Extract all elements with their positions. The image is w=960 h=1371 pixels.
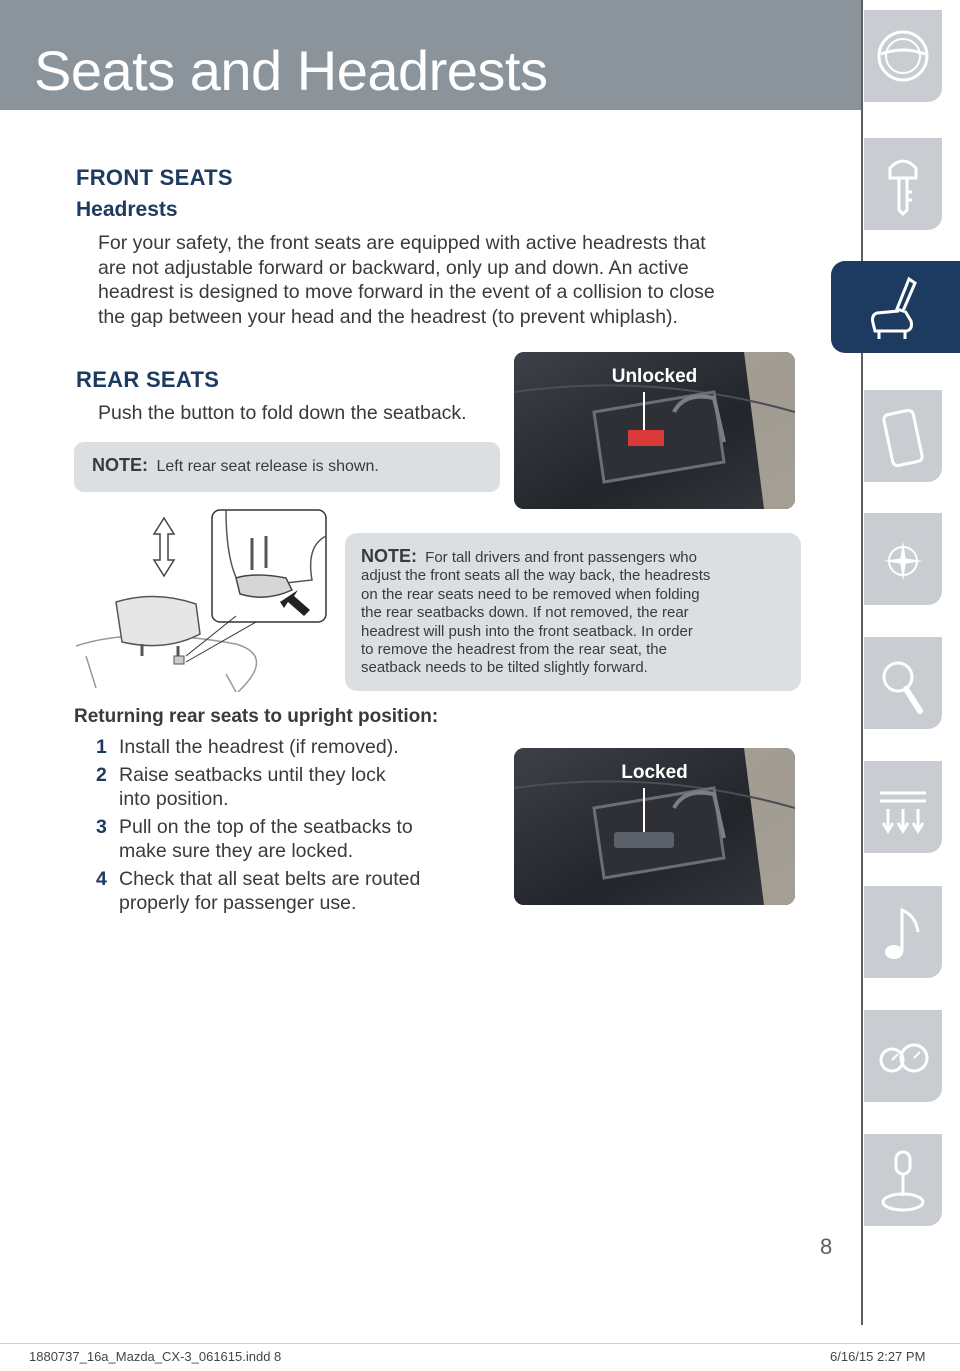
- tab-audio[interactable]: [864, 886, 942, 978]
- footer-timestamp: 6/16/15 2:27 PM: [830, 1349, 926, 1364]
- step-item: [96, 815, 476, 864]
- headrest-note-line: on the rear seats need to be removed when folding: [361, 585, 700, 603]
- locked-label: Locked: [621, 762, 688, 783]
- gauges-icon: [872, 1020, 934, 1092]
- tab-divider: [861, 0, 863, 1325]
- page-number: 8: [820, 1234, 833, 1259]
- headrest-note-line: headrest will push into the front seatback. In order: [361, 622, 693, 640]
- unlocked-photo: [514, 352, 795, 509]
- unlocked-label: Unlocked: [611, 366, 698, 387]
- tab-gauges[interactable]: [864, 1010, 942, 1102]
- headrest-note-first-line: For tall drivers and front passengers who: [425, 549, 697, 566]
- returning-steps: [96, 735, 476, 919]
- headrests-subheading: Headrests: [76, 198, 178, 221]
- page-title: Seats and Headrests: [34, 39, 548, 102]
- headrest-note-line: the rear seatbacks down. If not removed, the rear: [361, 604, 689, 622]
- headrest-note-line: adjust the front seats all the way back, the headrests: [361, 567, 711, 585]
- climate-icon: [872, 771, 934, 843]
- step-text: properly for passenger use.: [119, 892, 357, 914]
- tab-steering[interactable]: [864, 10, 942, 102]
- note-text: Left rear seat release is shown.: [156, 458, 379, 475]
- step-item: [96, 763, 476, 812]
- headrest-note-line: [361, 547, 785, 567]
- front-seats-heading: FRONT SEATS: [76, 165, 233, 190]
- compass-icon: [872, 523, 934, 595]
- note-label: NOTE:: [92, 455, 148, 475]
- headrest-note: [345, 533, 801, 691]
- tab-climate[interactable]: [864, 761, 942, 853]
- tab-key[interactable]: [864, 138, 942, 230]
- step-number: 3: [96, 815, 107, 838]
- music-note-icon: [872, 896, 934, 968]
- locked-photo: [514, 748, 795, 905]
- step-text: Raise seatbacks until they lock: [119, 763, 386, 786]
- headrest-note-line: seatback needs to be tilted slightly forward.: [361, 659, 648, 677]
- steering-wheel-icon: [872, 20, 934, 92]
- front-seats-line: are not adjustable forward or backward, only up and down. An active: [98, 256, 689, 279]
- front-seats-paragraph: [98, 231, 788, 329]
- note-label: NOTE:: [361, 546, 417, 566]
- rear-seats-heading: REAR SEATS: [76, 367, 220, 392]
- step-number: 2: [96, 763, 107, 786]
- front-seats-line: the gap between your head and the headrest (to prevent whiplash).: [98, 305, 678, 328]
- seat-icon: [865, 271, 927, 343]
- step-number: 4: [96, 867, 107, 890]
- page-header: [0, 0, 862, 110]
- shifter-icon: [872, 1144, 934, 1216]
- step-text: make sure they are locked.: [119, 840, 354, 862]
- phone-icon: [872, 400, 934, 472]
- step-number: 1: [96, 736, 107, 758]
- tab-navigation[interactable]: [864, 513, 942, 605]
- magnifier-icon: [872, 647, 934, 719]
- step-text: into position.: [119, 788, 229, 810]
- tab-transmission[interactable]: [864, 1134, 942, 1226]
- step-text: Pull on the top of the seatbacks to: [119, 815, 413, 838]
- step-text: Check that all seat belts are routed: [119, 867, 421, 890]
- rear-seats-text: Push the button to fold down the seatback.: [98, 402, 467, 424]
- tab-phone[interactable]: [864, 390, 942, 482]
- returning-heading: Returning rear seats to upright position:: [74, 706, 439, 727]
- headrest-note-line: to remove the headrest from the rear seat, the: [361, 641, 667, 659]
- front-seats-line: headrest is designed to move forward in the event of a collision to close: [98, 281, 715, 303]
- step-item: [96, 867, 476, 916]
- step-text: Install the headrest (if removed).: [119, 736, 399, 758]
- key-icon: [872, 148, 934, 220]
- footer-file-info: 1880737_16a_Mazda_CX-3_061615.indd 8: [29, 1349, 282, 1364]
- rear-seat-note: [74, 442, 500, 492]
- front-seats-line: For your safety, the front seats are equipped with active headrests that: [98, 232, 706, 254]
- footer-rule: [0, 1343, 960, 1344]
- step-item: [96, 735, 476, 760]
- tab-search[interactable]: [864, 637, 942, 729]
- tab-seats[interactable]: [831, 261, 960, 353]
- headrest-removal-illustration: [76, 506, 338, 692]
